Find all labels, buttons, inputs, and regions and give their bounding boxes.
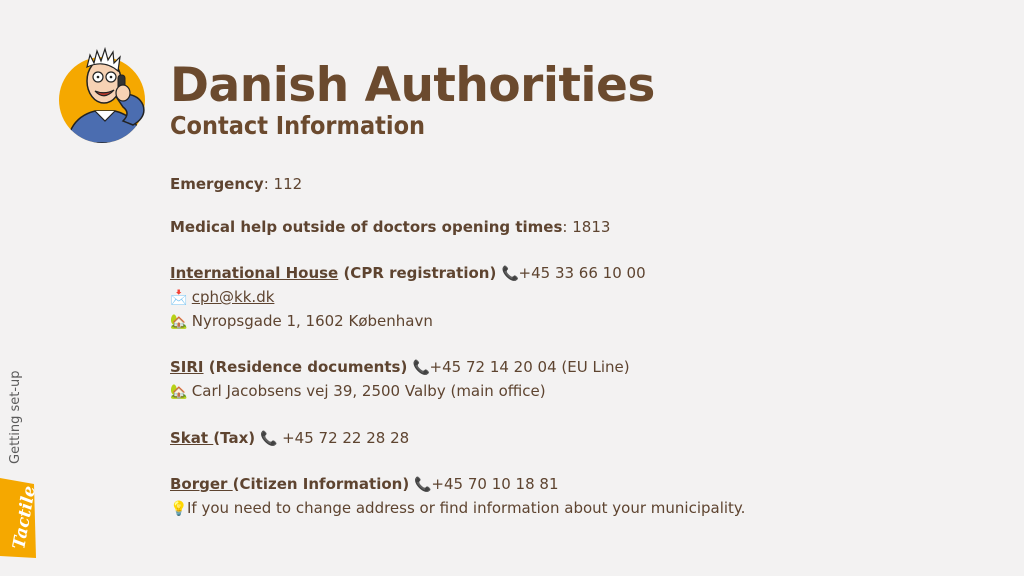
- international-house-email-row: [170, 285, 274, 310]
- borger-tip: If you need to change address or find information about your municipality.: [187, 499, 746, 517]
- international-house-address: Nyropsgade 1, 1602 København: [191, 312, 433, 330]
- avatar-illustration: [57, 45, 147, 143]
- siri-phone: +45 72 14 20 04 (EU Line): [429, 358, 630, 376]
- international-house-phone: +45 33 66 10 00: [518, 264, 646, 282]
- house-icon: 🏡: [170, 314, 188, 330]
- borger-phone: +45 70 10 18 81: [431, 475, 559, 493]
- phone-icon: 📞: [501, 266, 519, 282]
- borger-entry: [170, 472, 559, 497]
- international-house-link[interactable]: International House: [170, 264, 339, 282]
- tactile-logo: [0, 478, 41, 558]
- skat-entry: [170, 426, 409, 451]
- siri-entry: [170, 355, 630, 380]
- siri-desc: (Residence documents): [203, 358, 413, 376]
- international-house-desc: (CPR registration): [338, 264, 502, 282]
- logo-text: Tactile: [9, 484, 41, 551]
- international-house-entry: [170, 261, 646, 286]
- siri-address: Carl Jacobsens vej 39, 2500 Valby (main office): [191, 382, 546, 400]
- lightbulb-icon: 💡: [170, 501, 188, 517]
- phone-icon: 📞: [414, 477, 432, 493]
- siri-link[interactable]: SIRI: [170, 358, 204, 376]
- page-subtitle: Contact Information: [170, 111, 426, 140]
- page-title: Danish Authorities: [170, 58, 655, 113]
- skat-desc: (Tax): [213, 429, 261, 447]
- section-label: Getting set-up: [8, 370, 23, 464]
- emergency-label: Emergency: [170, 175, 264, 193]
- borger-desc: (Citizen Information): [232, 475, 415, 493]
- phone-icon: 📞: [412, 360, 430, 376]
- medical-entry: [170, 215, 610, 239]
- medical-number: : 1813: [562, 218, 611, 236]
- house-icon: 🏡: [170, 384, 188, 400]
- phone-icon: 📞: [260, 431, 278, 447]
- skat-phone: +45 72 22 28 28: [277, 429, 410, 447]
- international-house-email-link[interactable]: cph@kk.dk: [191, 288, 275, 306]
- emergency-entry: [170, 172, 302, 196]
- skat-link[interactable]: Skat: [170, 429, 214, 447]
- emergency-number: : 112: [263, 175, 303, 193]
- siri-address-row: [170, 379, 546, 404]
- medical-label: Medical help outside of doctors opening times: [170, 218, 563, 236]
- borger-tip-row: [170, 496, 745, 521]
- borger-link[interactable]: Borger: [170, 475, 233, 493]
- envelope-icon: 📩: [170, 290, 188, 306]
- international-house-address-row: [170, 309, 433, 334]
